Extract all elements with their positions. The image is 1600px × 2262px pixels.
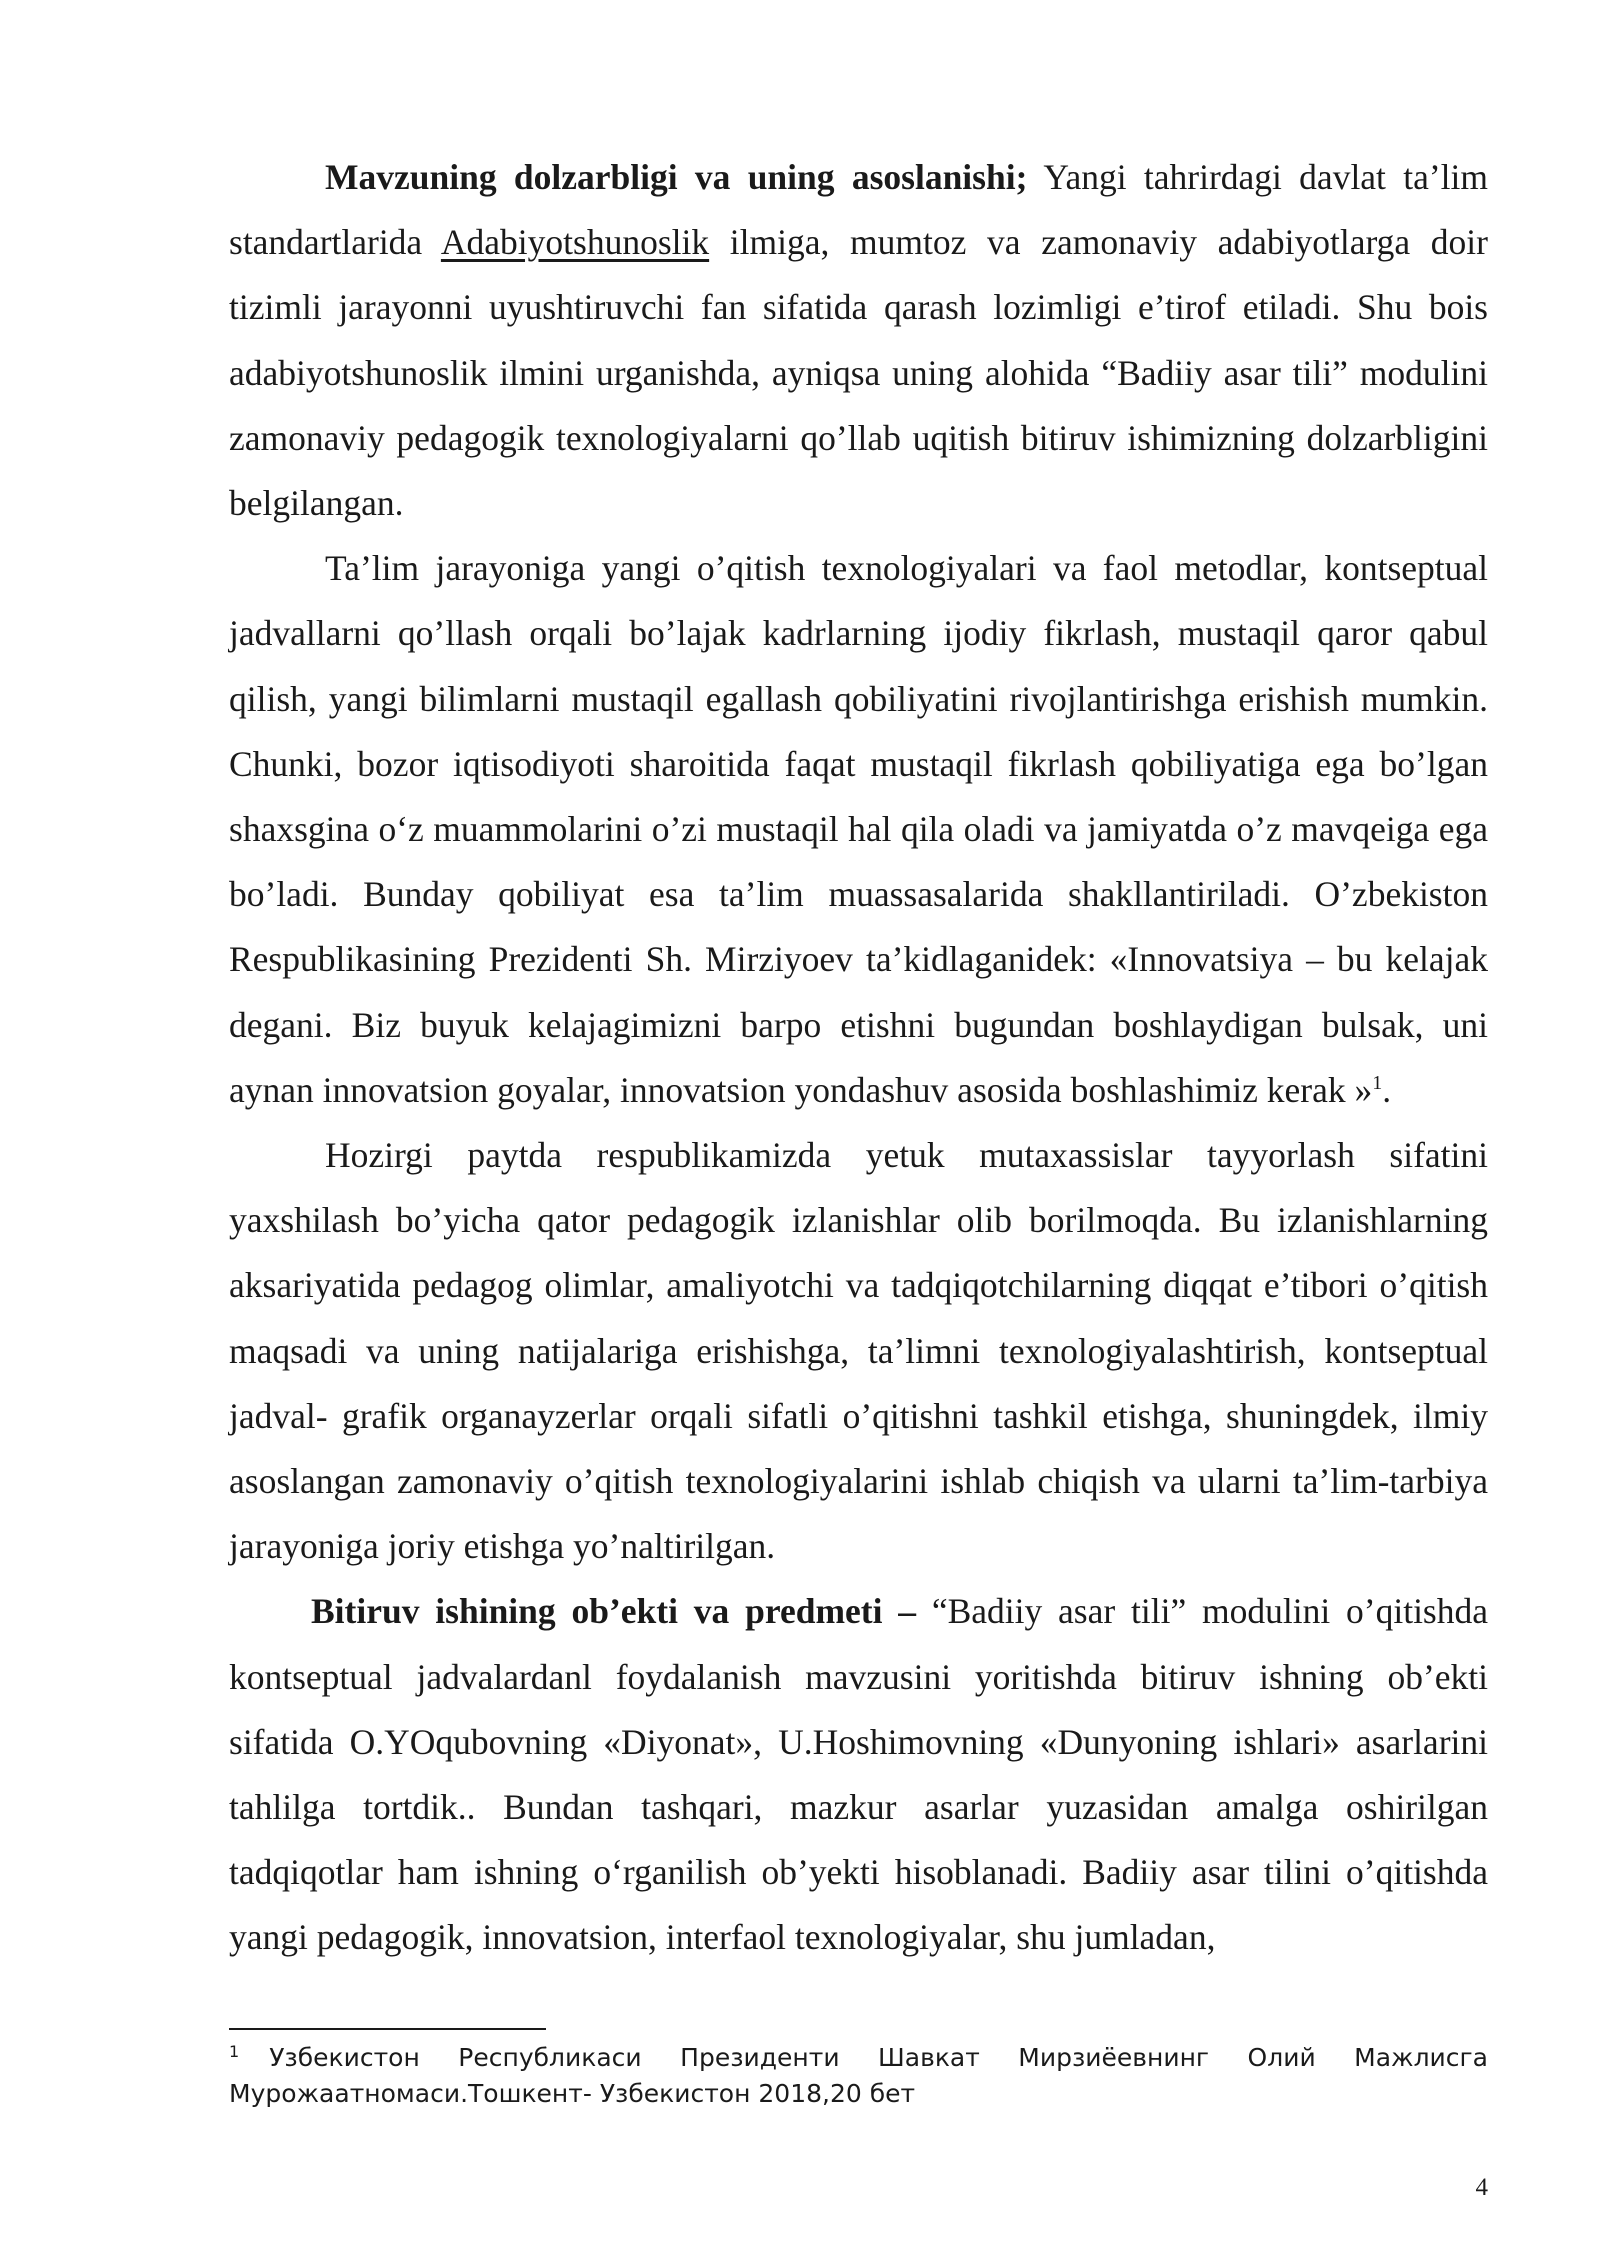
footnote-reference[interactable]: 1 [1372,1072,1383,1095]
paragraph-object-subject [229,1579,1488,1970]
footnote-text: Узбекистон Республикаси Президенти Шавкат Мирзиёевнинг Олий Мажлисга Мурожаатномаси.Тошкент- Узбекистон 2018,20 бет [229,2043,1488,2108]
paragraph-technologies [229,536,1488,1123]
footnote [229,2040,1488,2112]
paragraph-text: ilmiga, mumtoz va zamonaviy adabiyotlarga doir tizimli jarayonni uyushtiruvchi fan sifatida qarash lozimligi e’tirof etiladi. Shu bois adabiyotshunoslik ilmini urganishda, ayniqsa uning alohida “Badiiy asar tili” modulini zamonaviy pedagogik texnologiyalarni qo’llab uqitish bitiruv ishimizning dolzarbligini belgilangan. [229,222,1488,524]
adabiyotshunoslik-link[interactable]: Adabiyotshunoslik [440,222,710,263]
relevance-heading: Mavzuning dolzarbligi va uning asoslanishi; [325,157,1028,197]
body-text [229,145,1488,1971]
paragraph-relevance [229,145,1488,536]
paragraph-text: Hozirgi paytda respublikamizda yetuk mutaxassislar tayyorlash sifatini yaxshilash bo’yicha qator pedagogik izlanishlar olib borilmoqda. Bu izlanishlarning aksariyatida pedagog olimlar, amaliyotchi va tadqiqotchilarning diqqat e’tibori o’qitish maqsadi va uning natijalariga erishishga, ta’limni texnologiyalashtirish, kontseptual jadval- grafik organayzerlar orqali sifatli o’qitishni tashkil etishga, shuningdek, ilmiy asoslangan zamonaviy o’qitish texnologiyalarini ishlab chiqish va ularni ta’lim-tarbiya jarayoniga joriy etishga yo’naltirilgan. [229,1135,1488,1567]
paragraph-current-research [229,1123,1488,1579]
paragraph-end: . [1382,1069,1392,1110]
footnote-separator [229,2028,546,2030]
paragraph-text: Yangi tahrirdagi davlat ta’lim standartlarida [229,157,1488,263]
paragraph-text: “Badiiy asar tili” modulini o’qitishda kontseptual jadvalardanl foydalanish mavzusini yoritishda bitiruv ishning ob’ekti sifatida O.YOqubovning «Diyonat», U.Hoshimovning «Dunyoning ishlari» asarlarini tahlilga tortdik.. Bundan tashqari, mazkur asarlar yuzasidan amalga oshirilgan tadqiqotlar ham ishning o‘rganilish ob’yekti hisoblanadi. Badiiy asar tilini o’qitishda yangi pedagogik, innovatsion, interfaol texnologiyalar, shu jumladan, [229,1591,1489,1958]
page-number: 4 [1475,2174,1488,2201]
paragraph-text: Ta’lim jarayoniga yangi o’qitish texnologiyalari va faol metodlar, kontseptual jadvallarni qo’llash orqali bo’lajak kadrlarning ijodiy fikrlash, mustaqil qaror qabul qilish, yangi bilimlarni mustaqil egallash qobiliyatini rivojlantirishga erishish mumkin. Chunki, bozor iqtisodiyoti sharoitida faqat mustaqil fikrlash qobiliyatiga ega bo’lgan shaxsgina o‘z muammolarini o’zi mustaqil hal qila oladi va jamiyatda o’z mavqeiga ega bo’ladi. Bunday qobiliyat esa ta’lim muassasalarida shakllantiriladi. O’zbekiston Respublikasining Prezidenti Sh. Mirziyoev ta’kidlaganidek: «Innovatsiya – bu kelajak degani. Biz buyuk kelajagimizni barpo etishni bugundan boshlaydigan bulsak, uni aynan innovatsion goyalar, innovatsion yondashuv asosida boshlashimiz kerak » [229,548,1488,1110]
object-subject-heading: Bitiruv ishining ob’ekti va predmeti – [311,1591,917,1632]
footnote-number: 1 [229,2041,240,2061]
